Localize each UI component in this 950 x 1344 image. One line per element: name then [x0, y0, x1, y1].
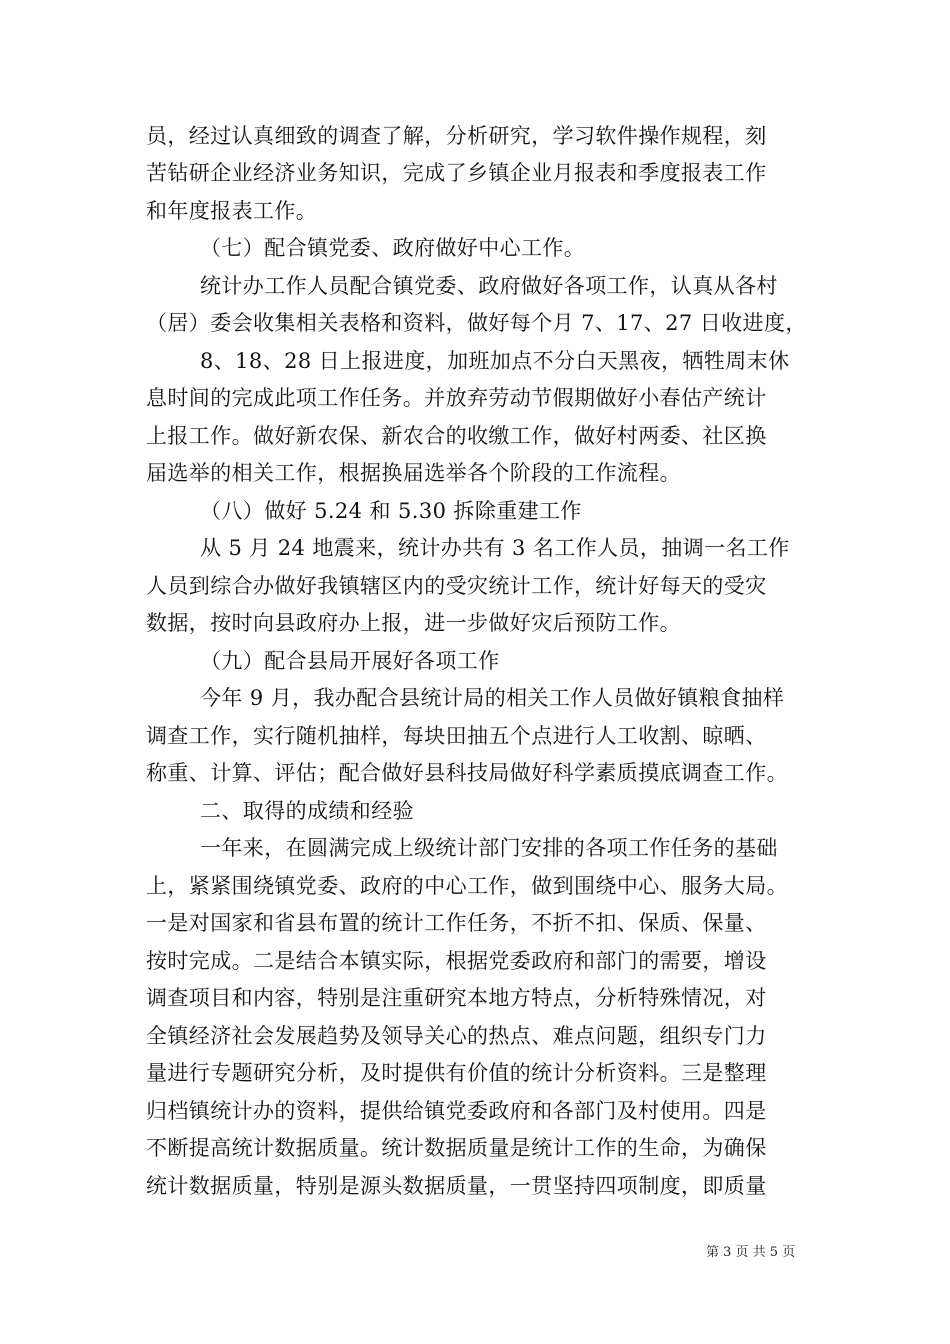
body-text-line: 从 5 月 24 地震来，统计办共有 3 名工作人员，抽调一名工作 [200, 536, 790, 560]
body-text-line: 上，紧紧围绕镇党委、政府的中心工作，做到围绕中心、服务大局。 [146, 874, 788, 898]
body-text-line: （居）委会收集相关表格和资料，做好每个月 7、17、27 日收进度， [146, 311, 807, 335]
body-text-line: 不断提高统计数据质量。统计数据质量是统计工作的生命，为确保 [146, 1136, 767, 1160]
body-text-line: 8、18、28 日上报进度，加班加点不分白天黑夜，牺牲周末休 [200, 349, 790, 373]
body-text-line: 人员到综合办做好我镇辖区内的受灾统计工作，统计好每天的受灾 [146, 574, 767, 598]
section-heading: （八）做好 5.24 和 5.30 拆除重建工作 [200, 499, 582, 523]
body-text-line: 员，经过认真细致的调查了解，分析研究，学习软件操作规程，刻 [146, 124, 767, 148]
body-text-line: 今年 9 月，我办配合县统计局的相关工作人员做好镇粮食抽样 [200, 686, 785, 710]
body-text-line: 上报工作。做好新农保、新农合的收缴工作，做好村两委、社区换 [146, 424, 767, 448]
body-text-line: 统计数据质量，特别是源头数据质量，一贯坚持四项制度，即质量 [146, 1174, 767, 1198]
body-text-line: 调查项目和内容，特别是注重研究本地方特点，分析特殊情况，对 [146, 986, 767, 1010]
body-text-line: 量进行专题研究分析，及时提供有价值的统计分析资料。三是整理 [146, 1061, 767, 1085]
body-text-line: 和年度报表工作。 [146, 199, 318, 223]
body-text-line: 数据，按时向县政府办上报，进一步做好灾后预防工作。 [146, 611, 681, 635]
body-text-line: 归档镇统计办的资料，提供给镇党委政府和各部门及村使用。四是 [146, 1099, 767, 1123]
section-heading: （七）配合镇党委、政府做好中心工作。 [200, 236, 586, 260]
section-heading: （九）配合县局开展好各项工作 [200, 649, 500, 673]
page-number: 第 3 页 共 5 页 [706, 1245, 796, 1260]
body-text-line: 统计办工作人员配合镇党委、政府做好各项工作，认真从各村 [200, 274, 778, 298]
body-text-line: 息时间的完成此项工作任务。并放弃劳动节假期做好小春估产统计 [146, 386, 767, 410]
body-text-line: 全镇经济社会发展趋势及领导关心的热点、难点问题，组织专门力 [146, 1024, 767, 1048]
body-text-line: 一是对国家和省县布置的统计工作任务，不折不扣、保质、保量、 [146, 911, 767, 935]
body-text-line: 称重、计算、评估；配合做好县科技局做好科学素质摸底调查工作。 [146, 761, 788, 785]
body-text-line: 届选举的相关工作，根据换届选举各个阶段的工作流程。 [146, 461, 681, 485]
body-text-line: 一年来，在圆满完成上级统计部门安排的各项工作任务的基础 [200, 836, 778, 860]
body-text-line: 苦钻研企业经济业务知识，完成了乡镇企业月报表和季度报表工作 [146, 161, 767, 185]
section-heading: 二、取得的成绩和经验 [200, 799, 414, 823]
body-text-line: 按时完成。二是结合本镇实际，根据党委政府和部门的需要，增设 [146, 949, 767, 973]
body-text-line: 调查工作，实行随机抽样，每块田抽五个点进行人工收割、晾晒、 [146, 724, 767, 748]
